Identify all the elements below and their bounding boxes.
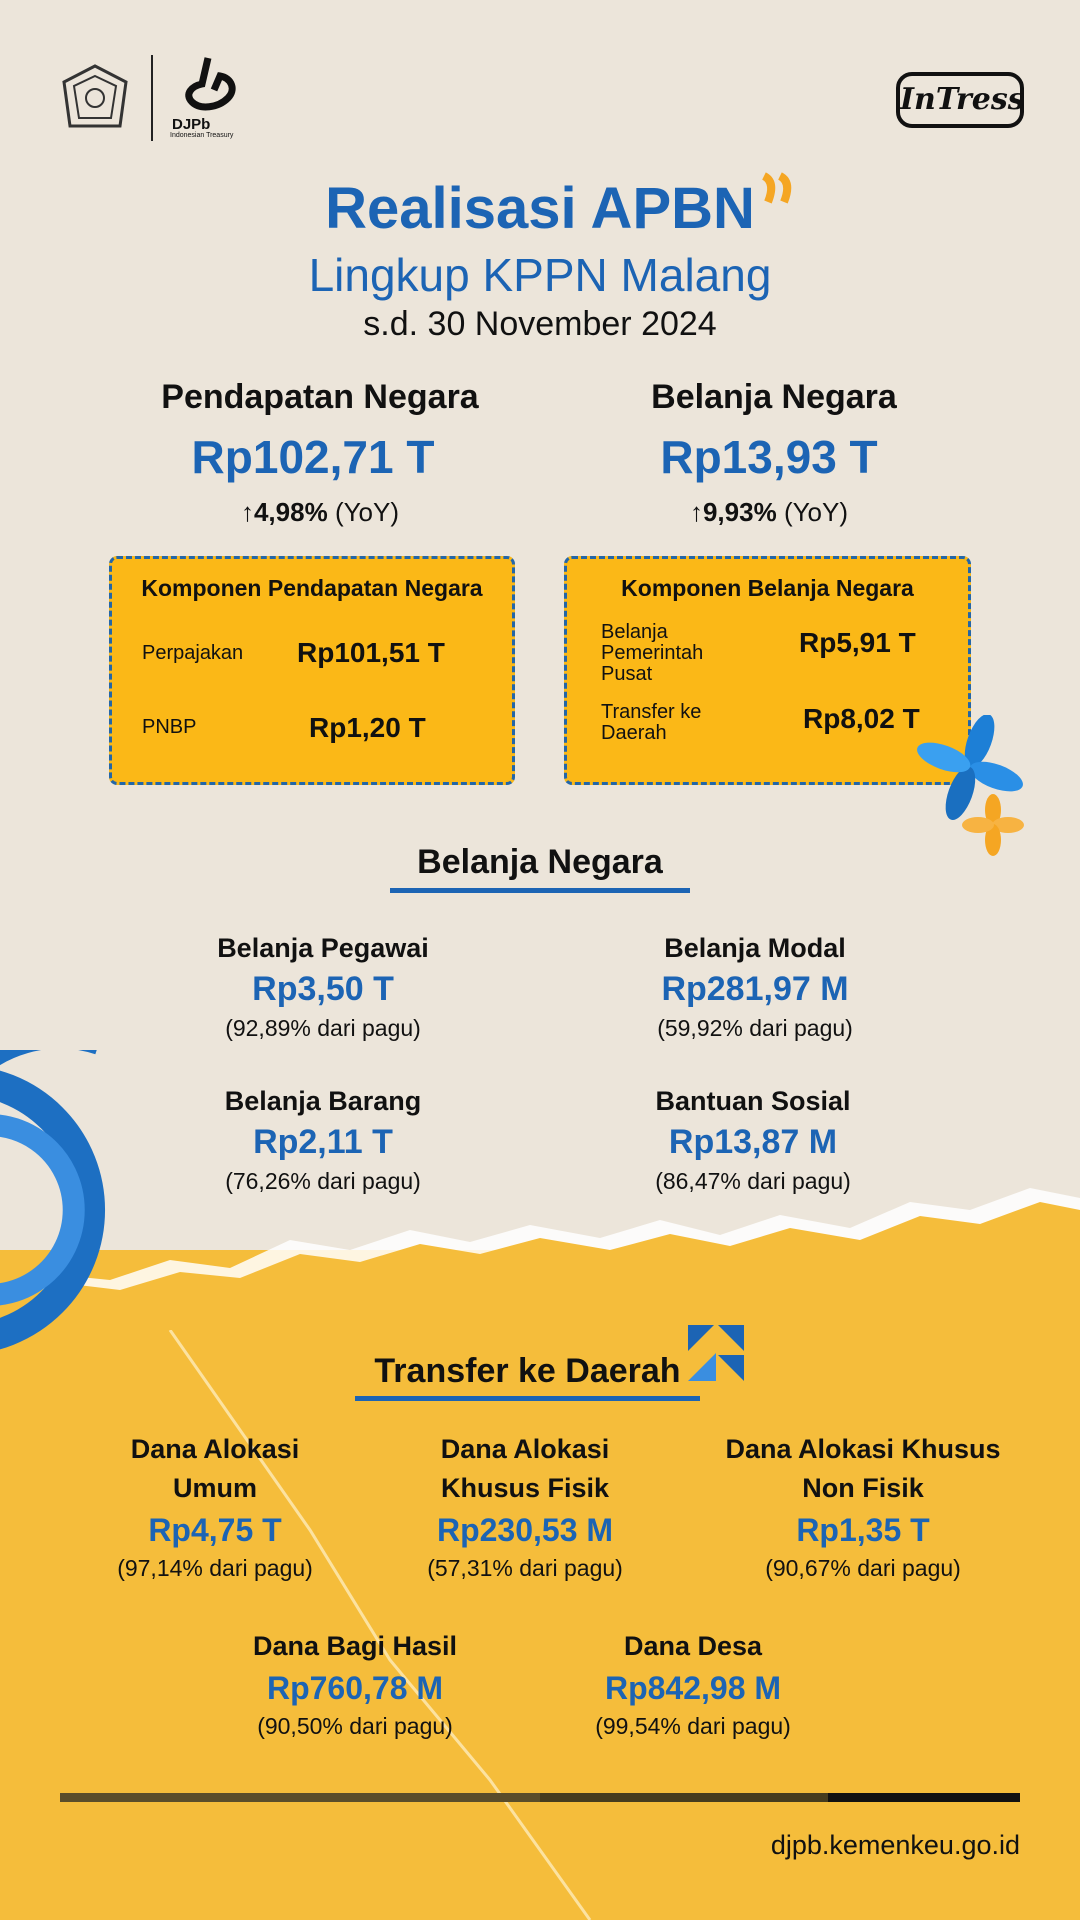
komponen-belanja-box	[564, 556, 971, 785]
belanja-label: Belanja Negara	[651, 378, 897, 416]
belanja-modal-pct: (59,92% dari pagu)	[657, 1015, 853, 1041]
djpb-logo-text: DJPb	[172, 116, 211, 133]
bantuan-sosial-pct: (86,47% dari pagu)	[655, 1168, 851, 1194]
dak-nonfisik-value: Rp1,35 T	[796, 1512, 930, 1548]
belanja-negara-section-title: Belanja Negara	[417, 843, 663, 881]
pendapatan-label: Pendapatan Negara	[161, 378, 479, 416]
perpajakan-label: Perpajakan	[142, 642, 244, 664]
dbh-pct: (90,50% dari pagu)	[257, 1713, 453, 1739]
dak-fisik-item	[390, 1430, 660, 1582]
transfer-daerah-value: Rp8,02 T	[803, 703, 920, 734]
flower-decoration	[915, 715, 1040, 860]
belanja-pegawai-value: Rp3,50 T	[252, 970, 394, 1008]
kemenkeu-logo	[60, 64, 130, 130]
arrow-up-icon: ↑	[689, 497, 703, 527]
dana-desa-item	[558, 1627, 828, 1740]
dana-desa-value: Rp842,98 M	[604, 1670, 782, 1706]
pendapatan-growth-pct: 4,98%	[253, 497, 328, 527]
dana-desa-label: Dana Desa	[623, 1631, 763, 1661]
belanja-modal-item	[535, 933, 975, 1042]
footer-bar-segment-1	[60, 1793, 540, 1802]
intress-logo: InTress	[896, 72, 1024, 128]
belanja-barang-label: Belanja Barang	[224, 1086, 422, 1116]
belanja-negara-underline	[390, 888, 690, 893]
pendapatan-growth	[100, 497, 540, 528]
transfer-daerah-underline	[355, 1396, 700, 1401]
paper-crease-line	[130, 1330, 690, 1920]
komponen-pendapatan-box	[109, 556, 515, 785]
dau-label: Dana Alokasi Umum	[130, 1434, 300, 1503]
dak-nonfisik-label: Dana Alokasi Khusus Non Fisik	[725, 1434, 1001, 1503]
dana-desa-pct: (99,54% dari pagu)	[595, 1713, 791, 1739]
arrow-up-icon: ↑	[240, 497, 254, 527]
footer-bar-segment-3	[828, 1793, 1020, 1802]
dau-item	[80, 1430, 350, 1582]
belanja-growth-suffix: (YoY)	[783, 497, 849, 527]
dak-nonfisik-pct: (90,67% dari pagu)	[765, 1555, 961, 1581]
belanja-modal-label: Belanja Modal	[664, 933, 846, 963]
belanja-barang-value: Rp2,11 T	[253, 1123, 393, 1161]
belanja-pegawai-label: Belanja Pegawai	[217, 933, 429, 963]
page-subtitle: Lingkup KPPN Malang	[308, 249, 772, 301]
komponen-pendapatan-title: Komponen Pendapatan Negara	[141, 575, 483, 601]
bantuan-sosial-label: Bantuan Sosial	[655, 1086, 851, 1116]
dak-fisik-pct: (57,31% dari pagu)	[427, 1555, 623, 1581]
page-title: Realisasi APBN	[325, 176, 755, 241]
period-date: s.d. 30 November 2024	[363, 305, 717, 343]
pnbp-label: PNBP	[142, 716, 197, 738]
pendapatan-value: Rp102,71 T	[191, 431, 435, 483]
quote-mark-icon	[760, 172, 794, 212]
bantuan-sosial-value: Rp13,87 M	[668, 1123, 838, 1161]
dbh-item	[220, 1627, 490, 1740]
belanja-pegawai-item	[103, 933, 543, 1042]
dbh-value: Rp760,78 M	[266, 1670, 444, 1706]
belanja-barang-item	[103, 1086, 543, 1195]
dak-nonfisik-item	[703, 1430, 1023, 1582]
perpajakan-value: Rp101,51 T	[297, 637, 445, 668]
bantuan-sosial-item	[533, 1086, 973, 1195]
belanja-pusat-label: Belanja Pemerintah Pusat	[601, 621, 704, 685]
logo-divider	[151, 55, 153, 141]
footer-bar-segment-2	[540, 1793, 828, 1802]
belanja-growth	[549, 497, 989, 528]
djpb-logo-mark	[178, 56, 248, 116]
belanja-modal-value: Rp281,97 M	[661, 970, 849, 1008]
transfer-daerah-label: Transfer ke Daerah	[601, 701, 702, 744]
dak-fisik-label: Dana Alokasi Khusus Fisik	[440, 1434, 610, 1503]
dau-value: Rp4,75 T	[148, 1512, 282, 1548]
belanja-pusat-value: Rp5,91 T	[799, 627, 916, 658]
dbh-label: Dana Bagi Hasil	[252, 1631, 458, 1661]
djpb-logo-subtext: Indonesian Treasury	[170, 132, 234, 139]
transfer-daerah-section-title: Transfer ke Daerah	[374, 1352, 681, 1390]
triangle-pattern-icon	[688, 1325, 744, 1381]
komponen-belanja-title: Komponen Belanja Negara	[621, 575, 914, 601]
belanja-value: Rp13,93 T	[660, 431, 878, 483]
footer-website-link[interactable]: djpb.kemenkeu.go.id	[770, 1830, 1020, 1860]
dak-fisik-value: Rp230,53 M	[436, 1512, 614, 1548]
belanja-pegawai-pct: (92,89% dari pagu)	[225, 1015, 421, 1041]
pendapatan-growth-suffix: (YoY)	[334, 497, 400, 527]
pnbp-value: Rp1,20 T	[309, 712, 426, 743]
dau-pct: (97,14% dari pagu)	[117, 1555, 313, 1581]
belanja-growth-pct: 9,93%	[702, 497, 777, 527]
belanja-barang-pct: (76,26% dari pagu)	[225, 1168, 421, 1194]
